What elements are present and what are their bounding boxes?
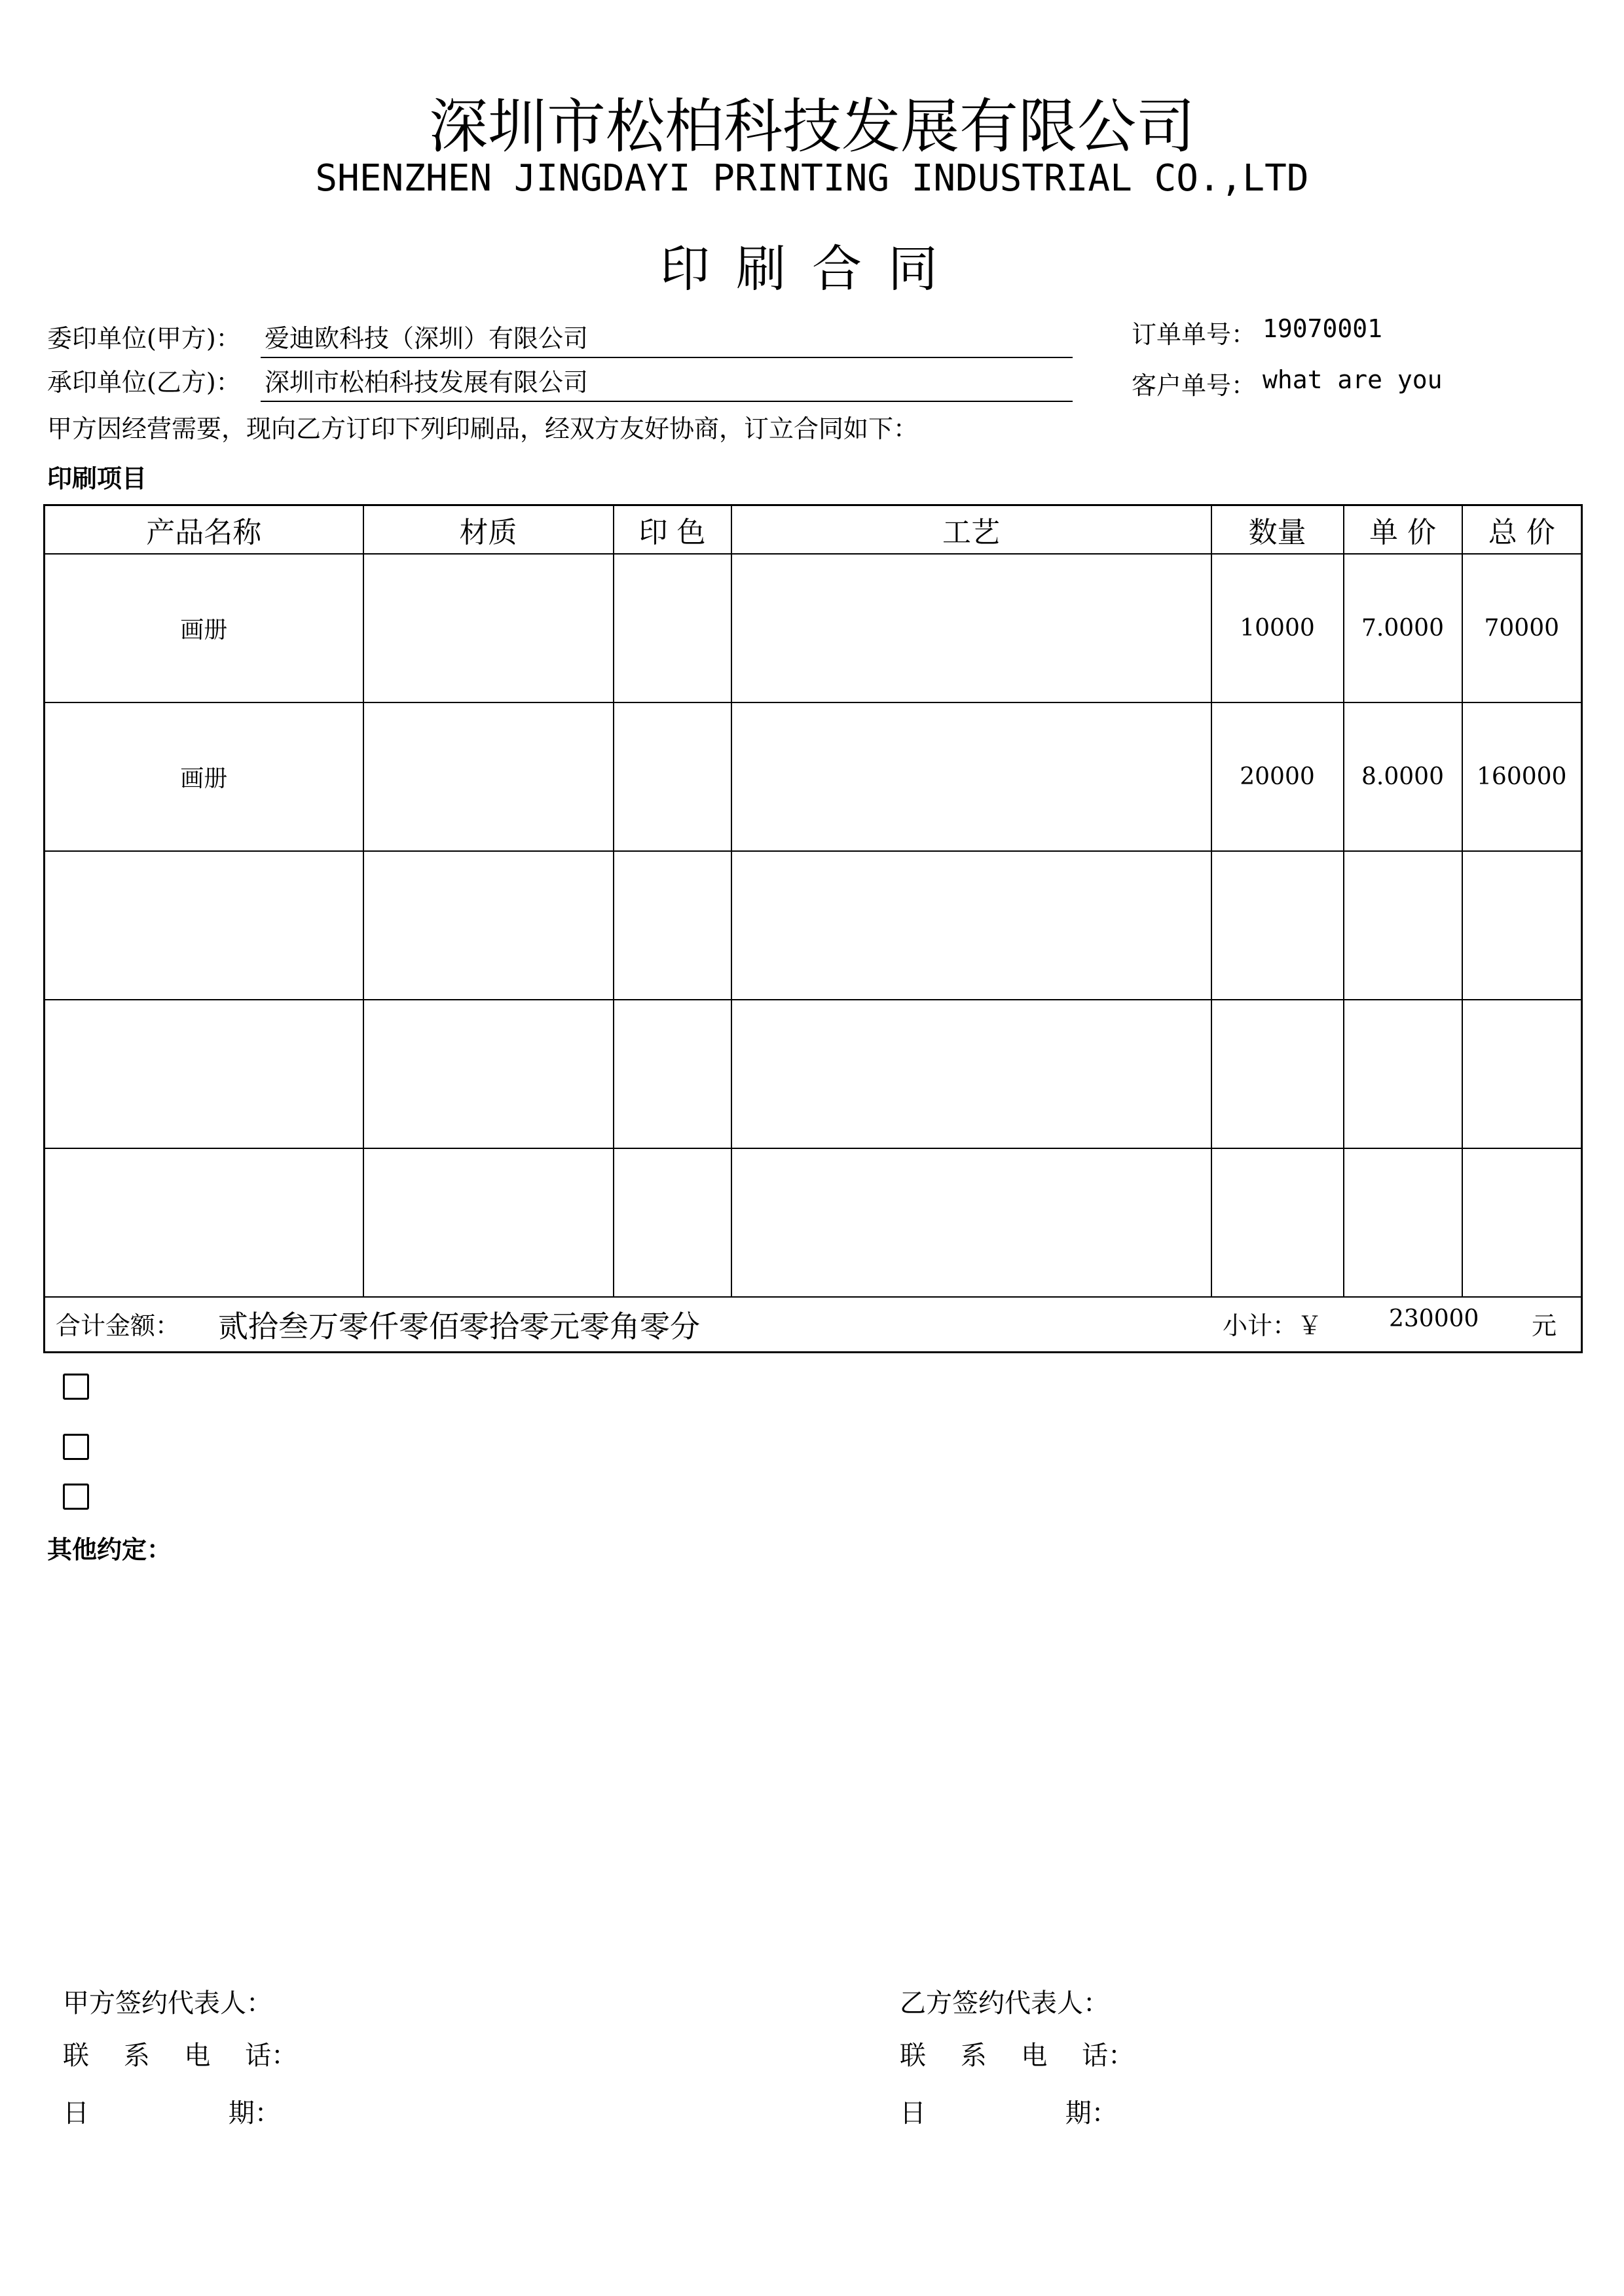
currency-unit: 元 xyxy=(1532,1311,1557,1340)
cell-quantity: 20000 xyxy=(1211,702,1344,851)
total-amount-words: 贰拾叁万零仟零佰零拾零元零角零分 xyxy=(218,1309,700,1344)
cell-product xyxy=(45,851,363,1000)
cell-quantity xyxy=(1211,851,1344,1000)
company-name-en: SHENZHEN JINGDAYI PRINTING INDUSTRIAL CO.,LTD xyxy=(315,157,1309,200)
table-row xyxy=(45,1148,1582,1297)
other-terms-label: 其他约定： xyxy=(47,1535,172,1564)
cell-material xyxy=(363,554,614,702)
party-a-rep-label: 甲方签约代表人： xyxy=(63,1988,272,2018)
company-name-cn: 深圳市松柏科技发展有限公司 xyxy=(429,92,1195,161)
table-row xyxy=(45,1000,1582,1148)
cell-product: 画册 xyxy=(45,702,363,851)
party-b-phone-label: 联 系 电 话： xyxy=(900,2041,1135,2071)
party-a-phone-label: 联 系 电 话： xyxy=(63,2041,298,2071)
cell-total-price: 70000 xyxy=(1462,554,1582,702)
subtotal-label: 小计：￥ xyxy=(1223,1311,1323,1340)
cell-quantity xyxy=(1211,1000,1344,1148)
document-title: 印刷合同 xyxy=(660,240,964,298)
cell-unit-price: 7.0000 xyxy=(1344,554,1462,702)
table-header-row xyxy=(45,505,1582,555)
cell-process xyxy=(731,1000,1211,1148)
party-b-underline xyxy=(261,401,1073,402)
cell-color xyxy=(614,1148,731,1297)
cell-total-price xyxy=(1462,1148,1582,1297)
intro-text: 甲方因经营需要，现向乙方订印下列印刷品，经双方友好协商，订立合同如下： xyxy=(47,414,919,443)
col-header-total-price: 总 价 xyxy=(1462,505,1582,555)
checkbox-1[interactable] xyxy=(63,1374,89,1400)
cell-color xyxy=(614,702,731,851)
cell-unit-price: 8.0000 xyxy=(1344,702,1462,851)
table-row xyxy=(45,851,1582,1000)
col-header-unit-price: 单 价 xyxy=(1344,505,1462,555)
order-no-value: 19070001 xyxy=(1263,314,1383,343)
cell-unit-price xyxy=(1344,851,1462,1000)
col-header-color: 印 色 xyxy=(614,505,731,555)
cell-unit-price xyxy=(1344,1148,1462,1297)
party-b-value: 深圳市松柏科技发展有限公司 xyxy=(265,368,589,397)
cell-material xyxy=(363,851,614,1000)
table-row xyxy=(45,554,1582,702)
cell-material xyxy=(363,1148,614,1297)
total-row xyxy=(45,1297,1582,1353)
party-a-underline xyxy=(261,357,1073,358)
cell-material xyxy=(363,702,614,851)
cell-process xyxy=(731,702,1211,851)
cell-product xyxy=(45,1148,363,1297)
cell-material xyxy=(363,1000,614,1148)
cell-product xyxy=(45,1000,363,1148)
cell-total-price: 160000 xyxy=(1462,702,1582,851)
print-items-table xyxy=(43,504,1583,1353)
customer-no-value: what are you xyxy=(1263,365,1443,394)
checkbox-2[interactable] xyxy=(63,1434,89,1460)
cell-total-price xyxy=(1462,1000,1582,1148)
section-label-print-items: 印刷项目 xyxy=(47,464,147,493)
party-a-date-label: 日 期： xyxy=(63,2098,281,2128)
party-b-label: 承印单位(乙方)： xyxy=(47,368,241,397)
party-b-date-label: 日 期： xyxy=(900,2098,1118,2128)
col-header-material: 材质 xyxy=(363,505,614,555)
cell-color xyxy=(614,851,731,1000)
cell-unit-price xyxy=(1344,1000,1462,1148)
cell-color xyxy=(614,554,731,702)
cell-process xyxy=(731,554,1211,702)
cell-quantity: 10000 xyxy=(1211,554,1344,702)
cell-process xyxy=(731,851,1211,1000)
checkbox-3[interactable] xyxy=(63,1484,89,1510)
col-header-quantity: 数量 xyxy=(1211,505,1344,555)
party-a-value: 爱迪欧科技（深圳）有限公司 xyxy=(265,324,589,353)
total-cell xyxy=(45,1297,1582,1353)
table-row xyxy=(45,702,1582,851)
party-b-rep-label: 乙方签约代表人： xyxy=(900,1988,1109,2018)
cell-product: 画册 xyxy=(45,554,363,702)
col-header-product: 产品名称 xyxy=(45,505,363,555)
total-label: 合计金额： xyxy=(56,1311,181,1340)
cell-process xyxy=(731,1148,1211,1297)
col-header-process: 工艺 xyxy=(731,505,1211,555)
cell-quantity xyxy=(1211,1148,1344,1297)
cell-total-price xyxy=(1462,851,1582,1000)
customer-no-label: 客户单号： xyxy=(1132,371,1257,400)
subtotal-value: 230000 xyxy=(1389,1305,1479,1332)
order-no-label: 订单单号： xyxy=(1132,320,1257,349)
cell-color xyxy=(614,1000,731,1148)
party-a-label: 委印单位(甲方)： xyxy=(47,324,241,353)
